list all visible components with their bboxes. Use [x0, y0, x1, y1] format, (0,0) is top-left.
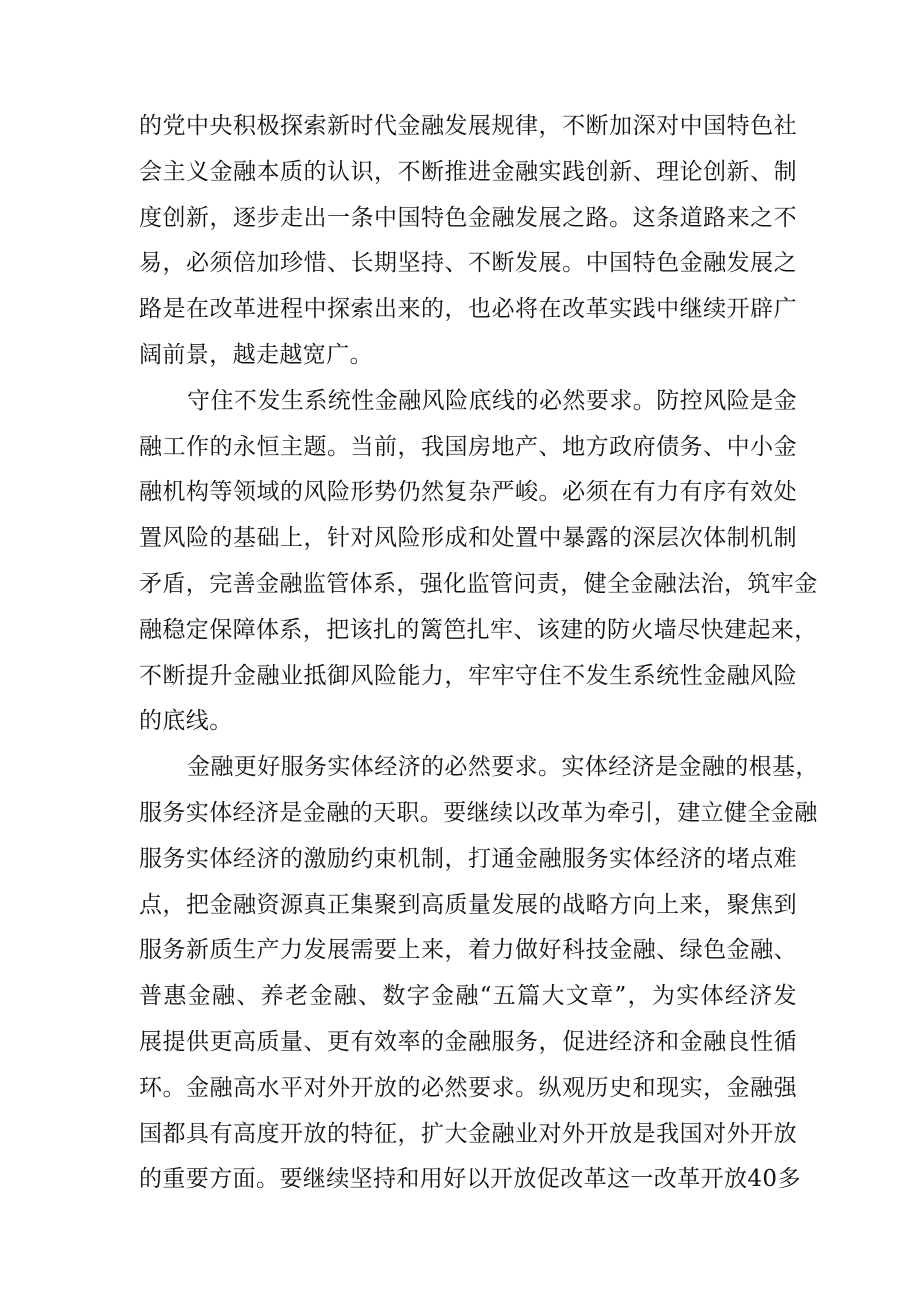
- text-line: 路是在改革进程中探索出来的，也必将在改革实践中继续开辟广: [139, 296, 797, 323]
- text-line: 矛盾，完善金融监管体系，强化监管问责，健全金融法治，筑牢金: [139, 570, 818, 597]
- text-line: 服务新质生产力发展需要上来，着力做好科技金融、绿色金融、: [139, 937, 797, 964]
- text-line: 融稳定保障体系，把该扎的篱笆扎牢、该建的防火墙尽快建起来，: [139, 616, 818, 643]
- text-line: 普惠金融、养老金融、数字金融“五篇大文章”，为实体经济发: [139, 983, 797, 1010]
- document-body: [139, 104, 819, 1203]
- text-line: 的党中央积极探索新时代金融发展规律，不断加深对中国特色社: [139, 113, 797, 139]
- text-line: 国都具有高度开放的特征，扩大金融业对外开放是我国对外开放: [139, 1120, 797, 1147]
- text-line: 会主义金融本质的认识，不断推进金融实践创新、理论创新、制: [139, 158, 797, 185]
- text-line: 点，把金融资源真正集聚到高质量发展的战略方向上来，聚焦到: [139, 891, 797, 918]
- text-line: 的重要方面。要继续坚持和用好以开放促改革这一改革开放40多: [139, 1166, 801, 1193]
- text-line: 易，必须倍加珍惜、长期坚持、不断发展。中国特色金融发展之: [139, 250, 797, 277]
- text-line: 融工作的永恒主题。当前，我国房地产、地方政府债务、中小金: [139, 433, 797, 460]
- text-line: 服务实体经济的激励约束机制，打通金融服务实体经济的堵点难: [139, 845, 797, 872]
- text-line: 度创新，逐步走出一条中国特色金融发展之路。这条道路来之不: [139, 204, 797, 231]
- text-line: 不断提升金融业抵御风险能力，牢牢守住不发生系统性金融风险: [139, 662, 797, 689]
- paragraph-start-line: 守住不发生系统性金融风险底线的必然要求。防控风险是金: [187, 387, 797, 414]
- text-line: 融机构等领域的风险形势仍然复杂严峻。必须在有力有序有效处: [139, 479, 797, 506]
- text-line: 的底线。: [139, 708, 233, 735]
- paragraph-start-line: 金融更好服务实体经济的必然要求。实体经济是金融的根基，: [187, 754, 819, 781]
- text-line: 服务实体经济是金融的天职。要继续以改革为牵引，建立健全金融: [139, 799, 818, 826]
- text-line: 置风险的基础上，针对风险形成和处置中暴露的深层次体制机制: [139, 525, 797, 552]
- text-line: 阔前景，越走越宽广。: [139, 341, 373, 368]
- text-line: 环。金融高水平对外开放的必然要求。纵观历史和现实，金融强: [139, 1074, 797, 1101]
- text-line: 展提供更高质量、更有效率的金融服务，促进经济和金融良性循: [139, 1028, 797, 1055]
